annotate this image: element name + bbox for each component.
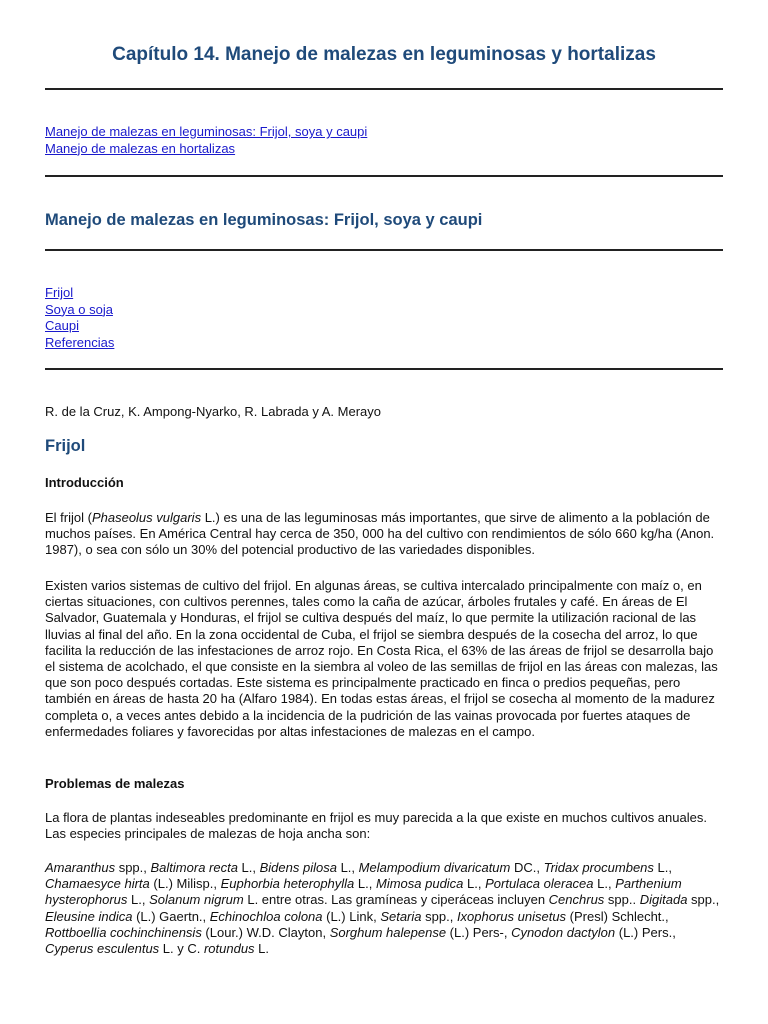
species-name: Euphorbia heterophylla	[220, 876, 355, 892]
species-name: Digitada	[639, 892, 688, 908]
intro-paragraph-1	[45, 510, 725, 559]
species-name: Chamaesyce hirta	[45, 876, 150, 892]
species-name: Solanum nigrum	[149, 892, 244, 908]
toc-link-hortalizas[interactable]: Manejo de malezas en hortalizas	[45, 140, 236, 156]
authors: R. de la Cruz, K. Ampong-Nyarko, R. Labrada y A. Merayo	[45, 404, 381, 419]
species-name: Parthenium hysterophorus	[45, 876, 682, 908]
intro-paragraph-2: Existen varios sistemas de cultivo del frijol. En algunas áreas, se cultiva intercalado principalmente con maíz o, en ciertas situaciones, con cultivos perennes, tales como la caña de azúcar, árboles frutales y café. En áreas de El Salvador, Guatemala y Honduras, el frijol se cultiva después del maíz, lo que permite la utilización racional de las lluvias al final del año. En la zona occidental de Cuba, el frijol se siembra después de la cosecha del arroz, lo que facilita la reducción de las infestaciones de arroz rojo. En Costa Rica, el 63% de las áreas de frijol se desarrolla bajo el sistema de acolchado, el que consiste en la siembra al voleo de las semillas de frijol en las áreas con malezas, las que son poco después cortadas. Este sistema es principalmente practicado en finca o predios pequeñas, pero también en áreas de hasta 20 ha (Alfaro 1984). En todas estas áreas, el frijol se cosecha al momento de la madurez completa o, a veces antes debido a la incidencia de la pudrición de las vainas provocada por fuertes ataques de enfermedades foliares y favorecidas por altas infestaciones de malezas en el campo.	[45, 578, 718, 739]
species-name: Echinochloa colona	[209, 908, 323, 924]
species-name: Ixophorus unisetus	[456, 908, 567, 924]
species-text: spp.,	[115, 860, 151, 875]
divider	[45, 368, 723, 370]
species-text: (L.) Milisp.,	[149, 876, 221, 892]
species-text: L.	[254, 941, 270, 957]
species-name: Baltimora recta	[150, 860, 238, 875]
weeds-heading: Problemas de malezas	[45, 776, 185, 791]
species-name: Eleusine indica	[45, 908, 133, 924]
species-text: (L.) Gaertn.,	[132, 908, 210, 924]
divider	[45, 175, 723, 177]
intro-text: El frijol (	[45, 510, 92, 525]
species-name: Rottboellia cochinchinensis	[45, 924, 202, 940]
species-name: Cenchrus	[548, 892, 605, 908]
section-title: Manejo de malezas en leguminosas: Frijol, soya y caupi	[45, 211, 483, 229]
species-text: spp.,	[421, 908, 457, 924]
subtoc-link-soya[interactable]: Soya o soja	[45, 301, 113, 317]
species-text: L. y C.	[159, 941, 204, 957]
species-text: L.,	[354, 876, 376, 892]
species-text: L.,	[593, 876, 616, 892]
species-name: Cyperus esculentus	[45, 941, 160, 957]
species-name: Portulaca oleracea	[485, 876, 594, 892]
species-text: L.,	[237, 860, 260, 875]
species-name: Mimosa pudica	[375, 876, 464, 892]
species-text: (L.) Pers.,	[615, 924, 676, 940]
species-text: spp..	[604, 892, 640, 908]
chapter-toc	[45, 124, 367, 157]
species-text: L.,	[336, 860, 359, 875]
intro-text: L.) es una de las leguminosas más importantes, que sirve de alimento a la población de muchos países. En América Central hay cerca de 350, 000 ha del cultivo con rendimientos de sólo 660 kg/ha (Anon. 1987), o sea con sólo un 30% del potencial productivo de las variedades disponibles.	[45, 510, 715, 558]
species-text: L.,	[127, 892, 150, 908]
species-text: (L.) Link,	[322, 908, 381, 924]
species-text: (L.) Pers-,	[446, 924, 512, 940]
subtoc-link-referencias[interactable]: Referencias	[45, 334, 115, 350]
species-text: spp.,	[687, 892, 720, 908]
subtoc-link-caupi[interactable]: Caupi	[45, 318, 79, 333]
species-name: Melampodium divaricatum	[358, 860, 511, 875]
species-name: Bidens pilosa	[259, 860, 337, 875]
intro-heading: Introducción	[45, 475, 124, 490]
frijol-heading: Frijol	[45, 437, 86, 455]
species-name: Setaria	[380, 908, 422, 924]
species-text: L.,	[463, 876, 486, 892]
weed-species-list	[45, 860, 725, 957]
species-name: Tridax procumbens	[543, 860, 654, 875]
species-name: Sorghum halepense	[329, 924, 447, 940]
species-text: DC.,	[510, 860, 544, 875]
species-name: Cynodon dactylon	[511, 924, 616, 940]
species-text: L. entre otras. Las gramíneas y ciperáceas incluyen	[243, 892, 549, 908]
subtoc-link-frijol[interactable]: Frijol	[45, 285, 74, 300]
section-toc	[45, 285, 114, 351]
chapter-title: Capítulo 14. Manejo de malezas en leguminosas y hortalizas	[112, 44, 656, 65]
toc-link-leguminosas[interactable]: Manejo de malezas en leguminosas: Frijol, soya y caupi	[45, 124, 368, 139]
species-text: L.,	[653, 860, 672, 875]
species-text: (Presl) Schlecht.,	[566, 908, 669, 924]
species-name: Amaranthus	[45, 860, 116, 875]
species-name: Phaseolus vulgaris	[91, 510, 202, 525]
species-text: (Lour.) W.D. Clayton,	[201, 924, 330, 940]
weeds-paragraph-1: La flora de plantas indeseables predominante en frijol es muy parecida a la que existe en muchos cultivos anuales. Las especies principales de malezas de hoja ancha son:	[45, 810, 707, 842]
species-name: rotundus	[203, 941, 255, 957]
divider	[45, 249, 723, 251]
divider	[45, 88, 723, 90]
